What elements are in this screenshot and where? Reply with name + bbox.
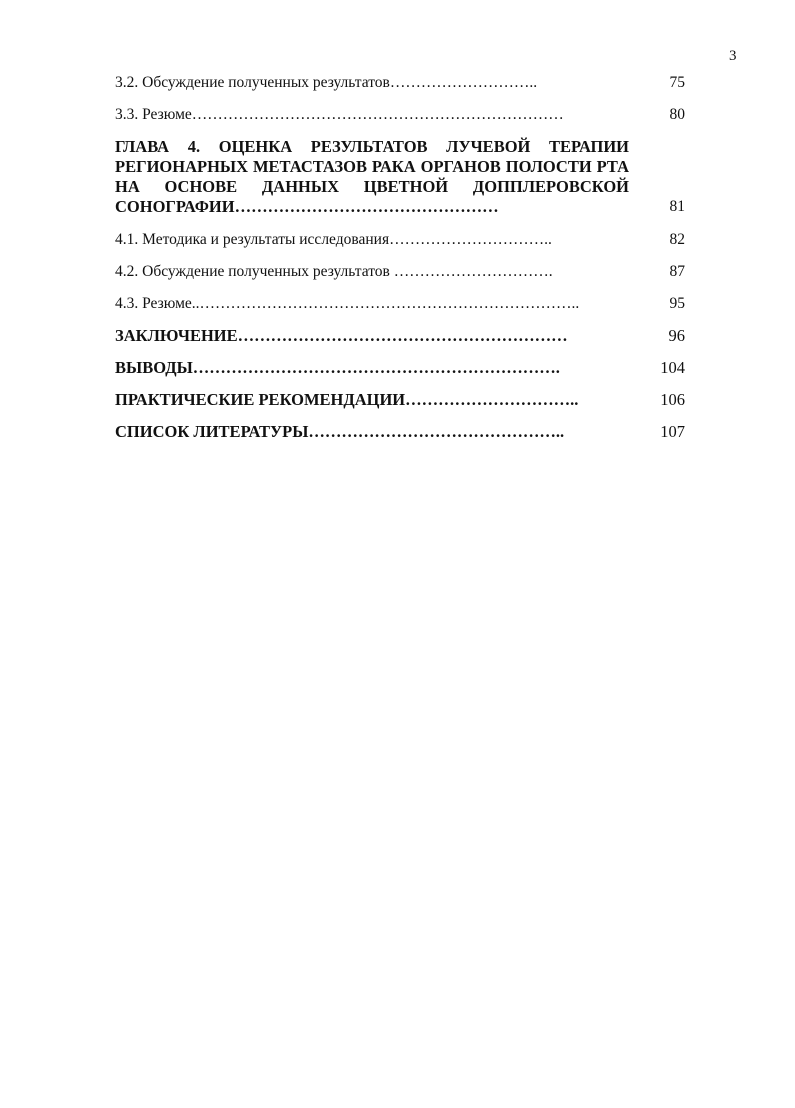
toc-entry-page: 95 (669, 295, 685, 312)
toc-entry-page: 106 (660, 390, 685, 409)
toc-entry-findings (115, 358, 685, 378)
toc-entry-3-3 (115, 105, 685, 125)
toc-entry-title: ЗАКЛЮЧЕНИЕ…………………………………………………… (115, 326, 568, 345)
toc-entry-title: 4.2. Обсуждение полученных результатов …………………………. (115, 263, 553, 280)
toc-entry-page: 80 (669, 106, 685, 123)
toc-entry-references (115, 422, 685, 442)
toc-entry-page: 82 (669, 231, 685, 248)
toc-entry-4-2 (115, 262, 685, 282)
toc-entry-title: 4.3. Резюме..……………………………………………………………….. (115, 295, 580, 312)
toc-entry-recommendations (115, 390, 685, 410)
toc-entry-4-1 (115, 230, 685, 250)
page-number: 3 (729, 48, 737, 64)
toc-entry-title: ГЛАВА 4. ОЦЕНКА РЕЗУЛЬТАТОВ ЛУЧЕВОЙ ТЕРАПИИ РЕГИОНАРНЫХ МЕТАСТАЗОВ РАКА ОРГАНОВ ПОЛОСТИ РТА НА ОСНОВЕ ДАННЫХ ЦВЕТНОЙ ДОППЛЕРОВСКОЙ СОНОГРАФИИ………………………………………… (115, 137, 629, 216)
toc-entry-3-2 (115, 73, 685, 93)
toc-entry-title: СПИСОК ЛИТЕРАТУРЫ……………………………………….. (115, 422, 565, 441)
toc-entry-title: 4.1. Методика и результаты исследования………………………….. (115, 231, 552, 248)
toc-entry-page: 107 (660, 422, 685, 441)
toc-entry-4-3 (115, 294, 685, 314)
table-of-contents (115, 73, 685, 442)
toc-entry-title: ВЫВОДЫ…………………………………………………………. (115, 358, 560, 377)
toc-entry-title: 3.3. Резюме……………………………………………………………… (115, 106, 564, 123)
toc-entry-page: 75 (669, 74, 685, 91)
toc-entry-page: 81 (669, 198, 685, 215)
toc-entry-page: 87 (669, 263, 685, 280)
toc-entry-page: 104 (660, 358, 685, 377)
toc-entry-title: ПРАКТИЧЕСКИЕ РЕКОМЕНДАЦИИ………………………….. (115, 390, 579, 409)
toc-entry-page: 96 (668, 326, 685, 345)
toc-entry-chapter-4 (115, 137, 685, 217)
toc-entry-title: 3.2. Обсуждение полученных результатов……………………….. (115, 74, 538, 91)
toc-entry-conclusion (115, 326, 685, 346)
